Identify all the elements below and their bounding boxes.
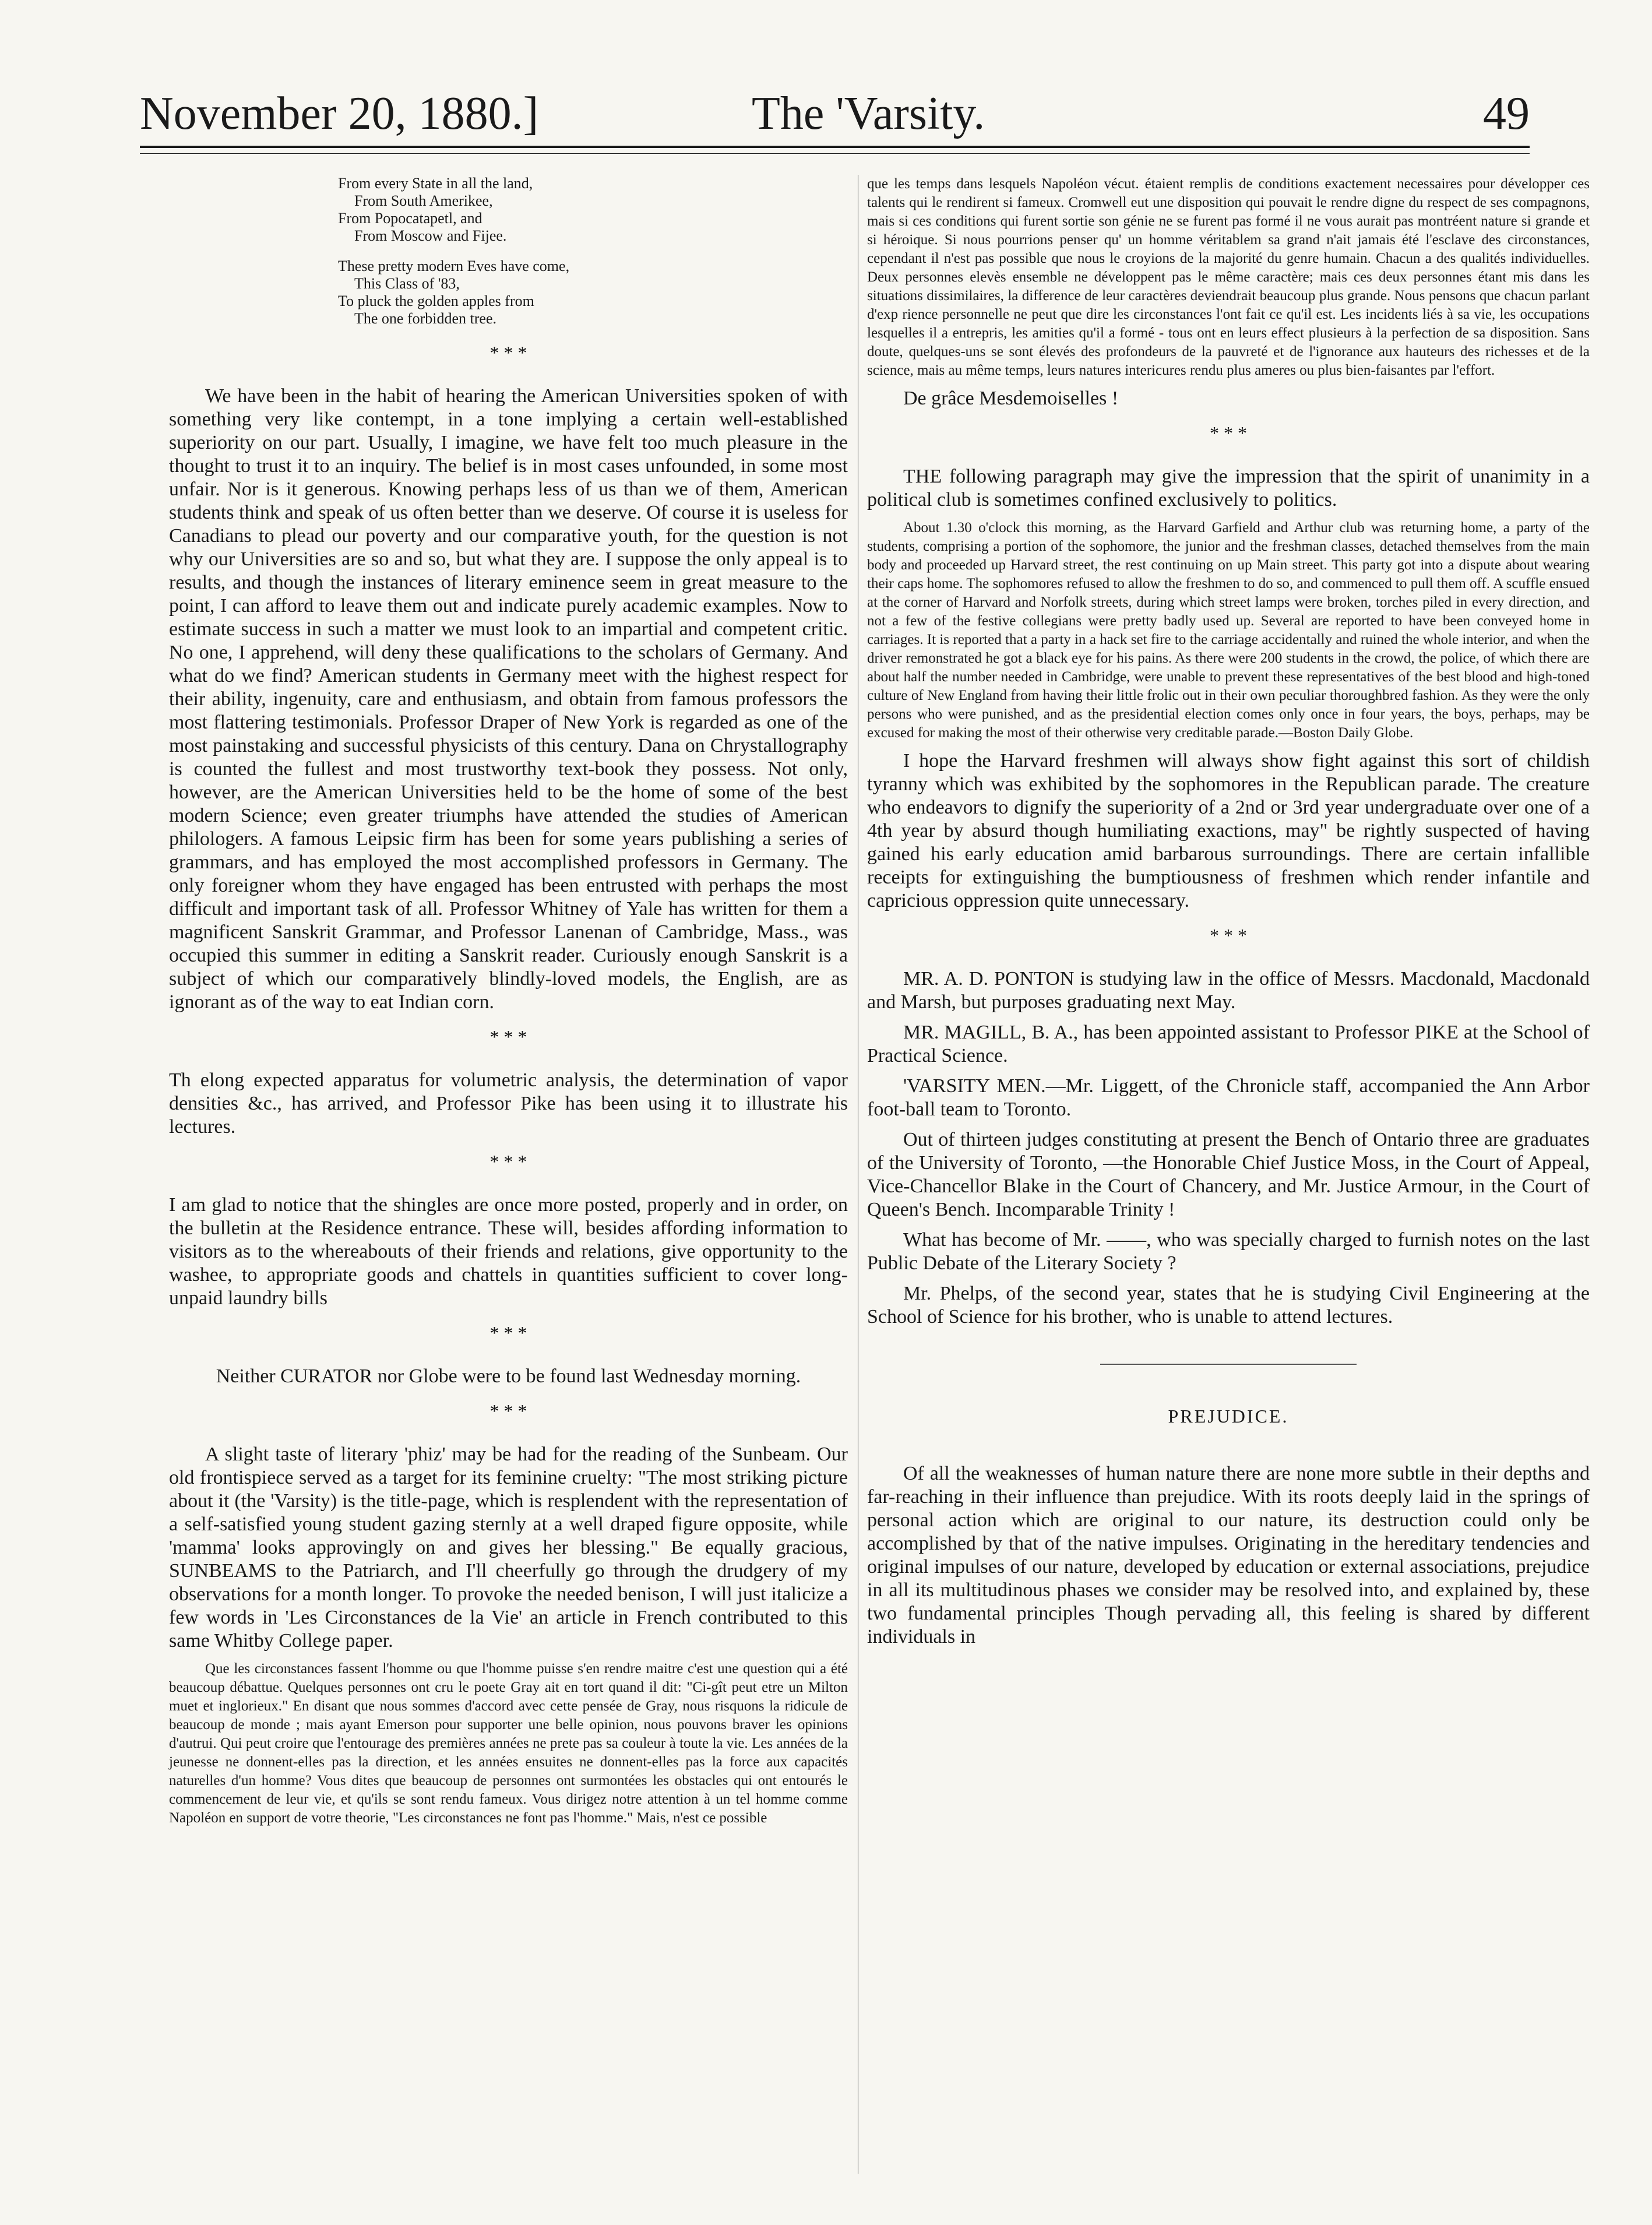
masthead-rule-thick <box>140 146 1530 148</box>
article-harvard-intro: THE following paragraph may give the impression that the spirit of unanimity in a political club is sometimes confined exclusively to politics. <box>867 466 1590 511</box>
poem-line: This Class of '83, <box>354 275 460 292</box>
section-separator: * * * <box>489 342 527 363</box>
poem-line: From Popocatapetl, and <box>338 210 482 227</box>
de-grace: De grâce Mesdemoiselles ! <box>903 388 1119 409</box>
article-apparatus: Th elong expected apparatus for volumetric analysis, the determination of vapor densities &c., has arrived, and Professor Pike has been using it to illustrate his lectures. <box>169 1069 848 1138</box>
article-harvard-quote: About 1.30 o'clock this morning, as the Harvard Garfield and Arthur club was returning home, a party of the students, comprising a portion of the sophomore, the junior and the freshman classes, detached themselves from the main body and proceeded up Harvard street, the rest continuing on up Main street. This party got into a dispute about wearing their caps home. The sophomores refused to allow the freshmen to do so, and commenced to pull them off. A scuffle ensued at the corner of Harvard and Norfolk streets, during which street lamps were broken, torches piled in every direction, and not a few of the festive collegians were pretty badly used up. Several are reported to have been conveyed home in carriages. It is reported that a party in a hack set fire to the carriage accidentally and ruined the whole interior, and when the driver remonstrated he got a black eye for his pains. As there were 200 students in the crowd, the police, of which there are about half the number needed in Cambridge, were unable to prevent these representatives of the best blood and high-toned culture of New England from having their little frolic out in their own peculiar thoroughbred fashion. As they were the only persons who were punished, and as the presidential election comes only once in four years, the boys, perhaps, may be excused for making the most of their otherwise very creditable parade.—Boston Daily Globe. <box>867 520 1590 741</box>
article-harvard-comment: I hope the Harvard freshmen will always show fight against this sort of childish tyranny which was exhibited by the sophomores in the Republican parade. The creature who endeavors to dignify the superiority of a 2nd or 3rd year undergraduate over one of a 4th year by absurd though humiliating exactions, may" be rightly suspected of having gained his early education amid barbarous surroundings. There are certain infallible receipts for extinguishing the bumptiousness of freshmen which render infantile and capricious oppression quite unnecessary. <box>867 750 1590 911</box>
poem-line: From South Amerikee, <box>354 192 493 209</box>
left-column <box>169 175 848 1835</box>
article-shingles: I am glad to notice that the shingles are once more posted, properly and in order, on the bulletin at the Residence entrance. These will, besides affording information to visitors as to the whereabouts of their friends and relations, give opportunity to the washee, to appropriate goods and chattels in quantities sufficient to cover long-unpaid laundry bills <box>169 1194 848 1309</box>
article-universities: We have been in the habit of hearing the American Universities spoken of with something very like contempt, in a tone implying a certain well-established superiority on our part. Usually, I imagine, we have felt too much pleasure in the thought to trust it to an inquiry. The belief is in most cases unfounded, in some most unfair. Nor is it generous. Knowing perhaps less of us than we of them, American students think and speak of us often better than we deserve. Of course it is useless for Canadians to plead our poverty and our comparative youth, for the question is not why our Universities are so and so, but what they are. I suppose the only appeal is to results, and though the instances of literary eminence seem in great measure to the point, I can afford to leave them out and indicate purely academic examples. Now to estimate success in such a matter we must look to an impartial and competent critic. No one, I apprehend, will deny these qualifications to the scholars of Germany. And what do we find? American students in Germany meet with the highest respect for their ability, ingenuity, care and enthusiasm, and obtain from famous professors the most flattering testimonials. Professor Draper of New York is regarded as one of the most painstaking and successful physicists of this century. Dana on Chrystallography is counted the fullest and most trustworthy text-book they possess. Not only, however, are the American Universities held to be the home of some of the best modern Science; even greater triumphs have attended the studies of American philologers. A famous Leipsic firm has been for some years publishing a series of grammars, and has employed the most accomplished professors in Germany. The only foreigner whom they have engaged has been entrusted with perhaps the most difficult and important task of all. Professor Whitney of Yale has written for them a magnificent Sanskrit Grammar, and Professor Lanenan of Cambridge, Mass., was occupied this summer in editing a Sanskrit reader. Curiously enough Sanskrit is a subject of which our comparatively blindly-loved models, the English, are as ignorant as of the way to eat Indian corn. <box>169 385 848 1013</box>
article-curator: Neither CURATOR nor Globe were to be found last Wednesday morning. <box>216 1365 801 1387</box>
article-sunbeam: A slight taste of literary 'phiz' may be had for the reading of the Sunbeam. Our old frontispiece served as a target for its feminine cruelty: "The most striking picture about it (the 'Varsity) is the title-page, which is resplendent with the representation of a self-satisfied young student gazing sternly at a well draped figure opposite, while 'mamma' looks approvingly on and gives her blessing." Be equally gracious, SUNBEAMS to the Patriarch, and I'll cheerfully go through the drudgery of my observations for a month longer. To provoke the needed benison, I will just italicize a few words in 'Les Circonstances de la Vie' an article in French contributed to this same Whitby College paper. <box>169 1444 848 1652</box>
page-number: 49 <box>1483 88 1530 139</box>
section-separator: * * * <box>1210 925 1247 946</box>
heading-prejudice: PREJUDICE. <box>1168 1406 1289 1427</box>
section-separator: * * * <box>489 1322 527 1343</box>
note-phelps: Mr. Phelps, of the second year, states that he is studying Civil Engineering at the School of Science for his brother, who is unable to attend lectures. <box>867 1283 1590 1328</box>
issue-date: November 20, 1880.] <box>140 88 539 139</box>
poem-line: From every State in all the land, <box>338 175 533 192</box>
section-separator: * * * <box>489 1151 527 1172</box>
right-column <box>867 175 1590 1656</box>
paper-title: The 'Varsity. <box>752 88 985 139</box>
section-separator: * * * <box>489 1026 527 1047</box>
note-varsity-men: 'VARSITY MEN.—Mr. Liggett, of the Chronicle staff, accompanied the Ann Arbor foot-ball team to Toronto. <box>867 1075 1590 1120</box>
note-judges: Out of thirteen judges constituting at present the Bench of Ontario three are graduates of the University of Toronto, —the Honorable Chief Justice Moss, in the Court of Appeal, Vice-Chancellor Blake in the Court of Chancery, and Mr. Justice Armour, in the Court of Queen's Bench. Incomparable Trinity ! <box>867 1129 1590 1220</box>
section-separator: * * * <box>489 1400 527 1421</box>
poem <box>338 175 848 328</box>
note-ponton: MR. A. D. PONTON is studying law in the office of Messrs. Macdonald, Macdonald and Marsh, but purposes graduating next May. <box>867 968 1590 1013</box>
poem-line: The one forbidden tree. <box>354 310 497 327</box>
poem-line: To pluck the golden apples from <box>338 293 534 309</box>
poem-line: These pretty modern Eves have come, <box>338 258 570 274</box>
note-mr: What has become of Mr. ——, who was specially charged to furnish notes on the last Public Debate of the Literary Society ? <box>867 1229 1590 1274</box>
note-magill: MR. MAGILL, B. A., has been appointed assistant to Professor PIKE at the School of Practical Science. <box>867 1022 1590 1066</box>
article-prejudice: Of all the weaknesses of human nature there are none more subtle in their depths and far-reaching in their influence than prejudice. With its roots deeply laid in the springs of personal action which are original to our nature, its destruction could only be accomplished by that of the native impulses. Originating in the hereditary tendencies and original impulses of our nature, developed by education or external associations, prejudice in all its multitudinous phases we consider may be resolved into, and explained by, these two fundamental principles Though pervading all, this feeling is shared by different individuals in <box>867 1463 1590 1647</box>
masthead-rule-thin <box>140 153 1530 154</box>
section-separator: * * * <box>1210 423 1247 443</box>
section-rule <box>1100 1364 1357 1365</box>
poem-line: From Moscow and Fijee. <box>354 227 507 244</box>
french-quote-continued: que les temps dans lesquels Napoléon vécut. étaient remplis de conditions exactement necessaires pour développer ces talents qui le rendirent si fameux. Cromwell eut une disposition qui pouvait le rendre digne du respect de ses compagnons, mais si ces conditions qui furent sortie son génie ne se furent pas formé il ne vous aurait pas montréent nature si grande et si héroique. Si nous pourrions penser qu' un homme véritablem sa grand n'ait jamais été l'esclave des circonstances, cependant il n'est pas possible que nous le croyions de la majorité du genre humain. Chacun a des qualités individuelles. Deux personnes elevès ensemble ne développent pas le même caractère; mais ces deux personnes étant mis dans les situations dissimilaires, la difference de leur caractères deviendrait beaucoup plus grande. Nous pensons que chacun parlant d'exp rience personnelle ne peut que dire les circonstances l'ont fait ce qu'il est. Les incidents liés à sa vie, les occupations lesquelles il a entrepris, les amities qu'il a formé - tous ont en leurs effect plusieurs à la perfection de sa disposition. Sans doute, quelques-uns se sont élevés des profondeurs de la pauvreté et de l'ignorance aux hauteurs des richesses et de la science, mais au même temps, leurs natures intericures rendu plus ameres ou plus bien-faisantes par l'effort. <box>867 176 1590 378</box>
french-quote: Que les circonstances fassent l'homme ou que l'homme puisse s'en rendre maitre c'est une question qui a été beaucoup débattue. Quelques personnes ont cru le poete Gray ait en tort quand il dit: "Ci-gît peut etre un Milton muet et inglorieux." En disant que nous sommes d'accord avec cette pensée de Gray, nous risquons la ridicule de beaucoup de monde ; mais ayant Emerson pour supporter une belle opinion, nous pouvons braver les opinions d'autrui. Qui peut croire que l'entourage des premières années ne prete pas sa couleur à toute la vie. Les années de la jeunesse ne donnent-elles pas la direction, et les années ensuites ne donnent-elles pas la force aux capacités naturelles d'un homme? Vous dites que beaucoup de personnes ont surmontées les obstacles qui ont entourés le commencement de leur vie, et qu'ils se sont rendu fameux. Vous dirigez notre attention à un tel homme comme Napoléon en support de votre theorie, "Les circonstances ne font pas l'homme." Mais, n'est ce possible <box>169 1661 848 1826</box>
